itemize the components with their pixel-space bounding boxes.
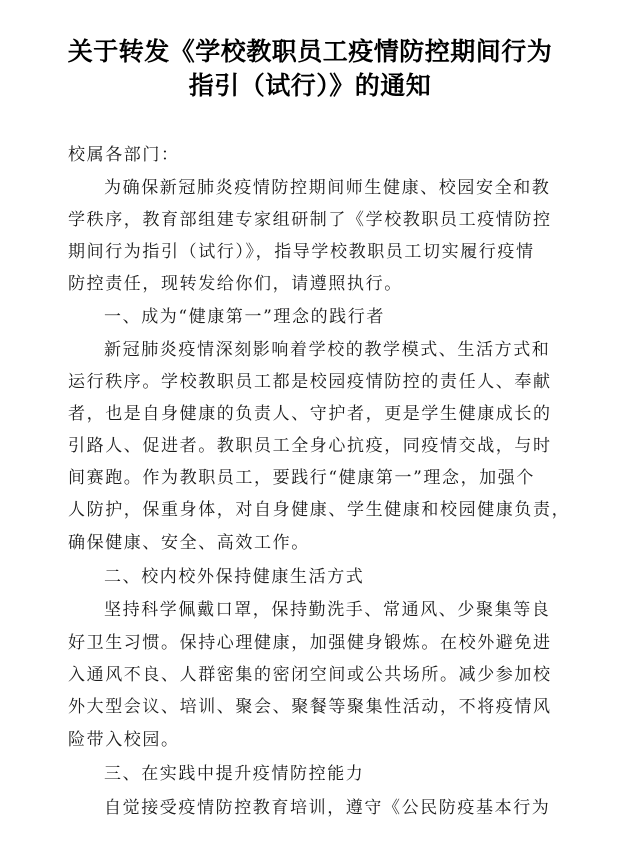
paragraph-line: 入通风不良、人群密集的密闭空间或公共场所。减少参加校 — [68, 665, 552, 685]
paragraph-line: 坚持科学佩戴口罩，保持勤洗手、常通风、少聚集等良 — [104, 600, 551, 620]
paragraph-line: 自觉接受疫情防控教育培训，遵守《公民防疫基本行为 — [104, 798, 551, 818]
paragraph-line: 外大型会议、培训、聚会、聚餐等聚集性活动，不将疫情风 — [68, 697, 552, 717]
paragraph-line: 者，也是自身健康的负责人、守护者，更是学生健康成长的 — [68, 404, 552, 424]
paragraph-line: 防控责任，现转发给你们，请遵照执行。 — [68, 274, 403, 294]
section-heading-2: 二、校内校外保持健康生活方式 — [104, 567, 365, 587]
paragraph-line: 险带入校园。 — [68, 730, 180, 750]
paragraph-line: 期间行为指引（试行）》，指导学校教职员工切实履行疫情 — [68, 242, 535, 262]
paragraph-line: 人防护，保重身体，对自身健康、学生健康和校园健康负责， — [68, 500, 571, 520]
paragraph-line: 引路人、促进者。教职员工全身心抗疫，同疫情交战，与时 — [68, 436, 552, 456]
document-title-line-2: 指引（试行）》的通知 — [188, 71, 432, 100]
paragraph-line: 好卫生习惯。保持心理健康，加强健身锻炼。在校外避免进 — [68, 633, 552, 653]
section-heading-3: 三、在实践中提升疫情防控能力 — [104, 764, 365, 784]
document-title-line-1: 关于转发《学校教职员工疫情防控期间行为 — [67, 37, 553, 66]
paragraph-line: 间赛跑。作为教职员工，要践行“健康第一”理念，加强个 — [68, 468, 535, 488]
paragraph-line: 学秩序，教育部组建专家组研制了《学校教职员工疫情防控 — [68, 210, 552, 230]
paragraph-line: 为确保新冠肺炎疫情防控期间师生健康、校园安全和教 — [104, 178, 551, 198]
paragraph-line: 新冠肺炎疫情深刻影响着学校的教学模式、生活方式和 — [104, 340, 551, 360]
section-heading-1: 一、成为“健康第一”理念的践行者 — [104, 307, 385, 327]
paragraph-line: 运行秩序。学校教职员工都是校园疫情防控的责任人、奉献 — [68, 372, 552, 392]
salutation: 校属各部门： — [68, 145, 180, 165]
paragraph-line: 确保健康、安全、高效工作。 — [68, 533, 310, 553]
